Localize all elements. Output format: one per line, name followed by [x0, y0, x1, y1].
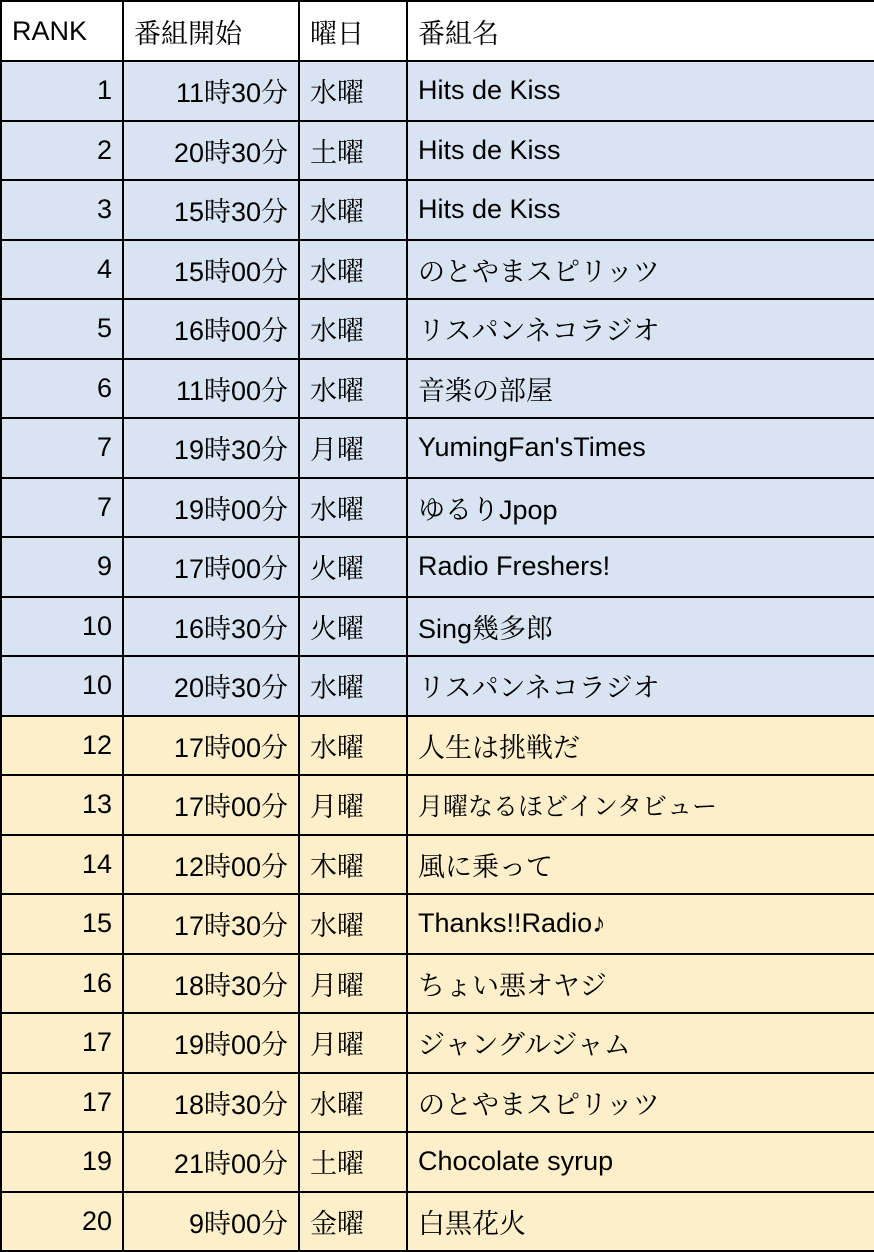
cell-rank: 6: [1, 359, 123, 419]
cell-day: 月曜: [299, 418, 407, 478]
cell-start: 19時00分: [123, 1013, 299, 1073]
cell-start: 20時30分: [123, 656, 299, 716]
cell-rank: 19: [1, 1132, 123, 1192]
column-header-name: 番組名: [407, 1, 874, 61]
table-header: [1, 1, 874, 61]
cell-day: 水曜: [299, 894, 407, 954]
cell-start: 19時00分: [123, 478, 299, 538]
cell-day: 火曜: [299, 537, 407, 597]
table-row: [1, 1132, 874, 1192]
cell-name: Hits de Kiss: [407, 180, 874, 240]
table-row: [1, 1013, 874, 1073]
cell-day: 土曜: [299, 1132, 407, 1192]
cell-rank: 17: [1, 1013, 123, 1073]
cell-name: 音楽の部屋: [407, 359, 874, 419]
cell-name: 人生は挑戦だ: [407, 716, 874, 776]
cell-name: 風に乗って: [407, 835, 874, 895]
table-row: [1, 418, 874, 478]
cell-start: 19時30分: [123, 418, 299, 478]
table-row: [1, 597, 874, 657]
cell-rank: 10: [1, 656, 123, 716]
table-row: [1, 1073, 874, 1133]
cell-start: 17時30分: [123, 894, 299, 954]
cell-start: 17時00分: [123, 537, 299, 597]
cell-rank: 1: [1, 61, 123, 121]
cell-rank: 20: [1, 1192, 123, 1252]
table-row: [1, 716, 874, 776]
cell-start: 16時00分: [123, 299, 299, 359]
cell-name: のとやまスピリッツ: [407, 1073, 874, 1133]
table-row: [1, 61, 874, 121]
cell-day: 水曜: [299, 656, 407, 716]
cell-name: ジャングルジャム: [407, 1013, 874, 1073]
table-row: [1, 478, 874, 538]
cell-day: 水曜: [299, 359, 407, 419]
cell-day: 金曜: [299, 1192, 407, 1252]
cell-rank: 5: [1, 299, 123, 359]
cell-rank: 15: [1, 894, 123, 954]
table-row: [1, 121, 874, 181]
cell-day: 木曜: [299, 835, 407, 895]
cell-day: 水曜: [299, 180, 407, 240]
table-row: [1, 775, 874, 835]
cell-day: 月曜: [299, 954, 407, 1014]
cell-start: 15時00分: [123, 240, 299, 300]
cell-rank: 14: [1, 835, 123, 895]
cell-day: 水曜: [299, 478, 407, 538]
cell-start: 9時00分: [123, 1192, 299, 1252]
cell-start: 18時30分: [123, 1073, 299, 1133]
table-row: [1, 894, 874, 954]
table-row: [1, 299, 874, 359]
cell-rank: 7: [1, 418, 123, 478]
cell-name: 白黒花火: [407, 1192, 874, 1252]
cell-rank: 16: [1, 954, 123, 1014]
column-header-rank: RANK: [1, 1, 123, 61]
cell-rank: 2: [1, 121, 123, 181]
column-header-day: 曜日: [299, 1, 407, 61]
cell-rank: 7: [1, 478, 123, 538]
table-body: [1, 61, 874, 1251]
cell-start: 15時30分: [123, 180, 299, 240]
cell-start: 16時30分: [123, 597, 299, 657]
cell-rank: 13: [1, 775, 123, 835]
cell-name: ちょい悪オヤジ: [407, 954, 874, 1014]
cell-start: 21時00分: [123, 1132, 299, 1192]
cell-rank: 9: [1, 537, 123, 597]
cell-day: 土曜: [299, 121, 407, 181]
cell-start: 12時00分: [123, 835, 299, 895]
cell-name: 月曜なるほどインタビュー: [407, 775, 874, 835]
cell-rank: 17: [1, 1073, 123, 1133]
table-header-row: [1, 1, 874, 61]
cell-name: Thanks!!Radio♪: [407, 894, 874, 954]
table-row: [1, 656, 874, 716]
cell-rank: 12: [1, 716, 123, 776]
cell-day: 水曜: [299, 240, 407, 300]
cell-name: リスパンネコラジオ: [407, 656, 874, 716]
cell-rank: 10: [1, 597, 123, 657]
cell-name: Radio Freshers!: [407, 537, 874, 597]
table-row: [1, 1192, 874, 1252]
cell-day: 水曜: [299, 61, 407, 121]
cell-day: 月曜: [299, 1013, 407, 1073]
cell-start: 17時00分: [123, 716, 299, 776]
table-row: [1, 240, 874, 300]
cell-day: 水曜: [299, 716, 407, 776]
table-row: [1, 835, 874, 895]
cell-name: YumingFan'sTimes: [407, 418, 874, 478]
cell-name: Chocolate syrup: [407, 1132, 874, 1192]
cell-name: Hits de Kiss: [407, 61, 874, 121]
cell-day: 水曜: [299, 1073, 407, 1133]
cell-start: 11時30分: [123, 61, 299, 121]
cell-start: 17時00分: [123, 775, 299, 835]
cell-start: 18時30分: [123, 954, 299, 1014]
cell-day: 水曜: [299, 299, 407, 359]
table-row: [1, 954, 874, 1014]
cell-name: Sing幾多郎: [407, 597, 874, 657]
table-row: [1, 180, 874, 240]
cell-name: リスパンネコラジオ: [407, 299, 874, 359]
cell-rank: 3: [1, 180, 123, 240]
cell-name: のとやまスピリッツ: [407, 240, 874, 300]
table-row: [1, 359, 874, 419]
table-row: [1, 537, 874, 597]
cell-day: 火曜: [299, 597, 407, 657]
cell-start: 20時30分: [123, 121, 299, 181]
cell-name: Hits de Kiss: [407, 121, 874, 181]
cell-start: 11時00分: [123, 359, 299, 419]
cell-day: 月曜: [299, 775, 407, 835]
cell-rank: 4: [1, 240, 123, 300]
cell-name: ゆるりJpop: [407, 478, 874, 538]
column-header-start: 番組開始: [123, 1, 299, 61]
